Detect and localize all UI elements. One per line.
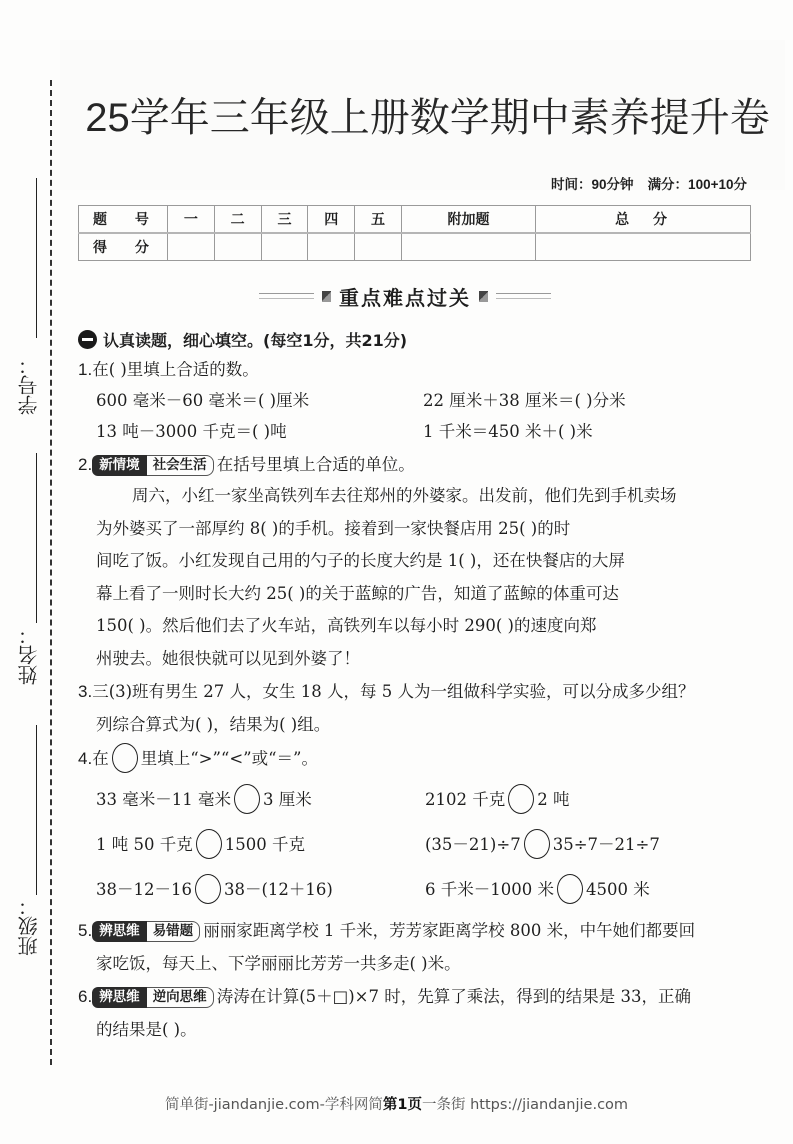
question-1 — [78, 354, 768, 385]
question-2-paragraph-line: 间吃了饭。小红发现自己用的勺子的长度大约是 1( )，还在快餐店的大屏 — [96, 551, 625, 570]
footer-watermark-right: 一条街 https://jiandanjie.com — [421, 1097, 629, 1113]
exam-full-score: 满分：100+10分 — [647, 177, 747, 192]
cell-score-label: 得 分 — [79, 233, 168, 261]
comparison-item — [425, 867, 650, 912]
tag-social-life: 社会生活 — [147, 455, 214, 476]
question-1-row — [78, 416, 768, 447]
section-number-one-icon — [78, 330, 97, 349]
divider-rule-left — [259, 293, 314, 299]
cell-part-4: 四 — [308, 206, 355, 234]
score-table-score-row — [79, 233, 751, 261]
comparison-right: 1500 千克 — [224, 835, 305, 854]
comparison-item — [96, 880, 333, 899]
comparison-row — [78, 867, 768, 912]
comparison-left: 2102 千克 — [425, 790, 506, 809]
score-table-header-row — [79, 206, 751, 234]
student-id-blank-line — [36, 178, 37, 338]
cell-part-3: 三 — [261, 206, 308, 234]
section-divider-label: 重点难点过关 — [339, 285, 471, 310]
score-input-part-3[interactable] — [261, 233, 308, 261]
student-id-label: 学号： — [17, 355, 41, 415]
question-6 — [78, 980, 768, 1013]
score-input-part-2[interactable] — [214, 233, 261, 261]
comparison-right: 38－(12＋16) — [224, 880, 333, 899]
exam-meta — [551, 173, 747, 193]
class-blank-line — [36, 725, 37, 895]
question-number: 6. — [78, 987, 93, 1006]
question-6-text: 涛涛在计算(5＋□)×7 时，先算了乘法，得到的结果是 33，正确 — [216, 987, 691, 1006]
class-label: 班级： — [17, 896, 41, 956]
comparison-answer-circle[interactable] — [234, 784, 260, 814]
comparison-answer-circle[interactable] — [524, 829, 550, 859]
name-label: 姓名： — [17, 625, 41, 685]
comparison-left: (35－21)÷7 — [425, 835, 521, 854]
section-1-title: 认真读题，细心填空。(每空1分，共21分) — [103, 330, 408, 350]
tag-critical-thinking: 辨思维 — [92, 987, 147, 1008]
question-prompt-after: 里填上“>”“<”或“＝”。 — [140, 749, 318, 768]
footer-watermark-left: 简单街-jiandanjie.com-学科网简 — [164, 1097, 383, 1113]
tag-critical-thinking: 辨思维 — [92, 921, 147, 942]
comparison-left: 6 千米－1000 米 — [425, 880, 554, 899]
question-5 — [78, 914, 768, 947]
exam-time: 时间：90分钟 — [551, 177, 634, 192]
exam-content — [78, 324, 768, 1046]
divider-rule-right — [496, 293, 551, 299]
score-input-part-1[interactable] — [168, 233, 215, 261]
page-number: 第1页 — [382, 1097, 422, 1113]
score-input-bonus[interactable] — [401, 233, 535, 261]
question-1-item-4: 1 千米＝450 米＋( )米 — [423, 422, 593, 441]
cell-part-5: 五 — [355, 206, 402, 234]
question-6-answer-line: 的结果是( )。 — [96, 1020, 197, 1039]
question-1-item-3: 13 吨－3000 千克＝( )吨 — [96, 422, 287, 441]
section-divider — [255, 281, 555, 311]
cell-total: 总 分 — [536, 206, 751, 234]
page-footer — [0, 1093, 793, 1114]
tag-error-prone: 易错题 — [147, 921, 201, 942]
binding-dashed-line — [50, 80, 52, 1065]
score-input-part-5[interactable] — [355, 233, 402, 261]
cell-bonus: 附加题 — [401, 206, 535, 234]
question-2-paragraph-line: 为外婆买了一部厚约 8( )的手机。接着到一家快餐店用 25( )的时 — [96, 518, 571, 538]
question-3-text: 三(3)班有男生 27 人，女生 18 人，每 5 人为一组做科学实验，可以分成多少组？ — [92, 682, 695, 701]
question-1-item-2: 22 厘米＋38 厘米＝( )分米 — [423, 391, 626, 410]
question-2-paragraph-line: 150( )。然后他们去了火车站，高铁列车以每小时 290( )的速度向郑 — [96, 616, 597, 635]
comparison-left: 38－12－16 — [96, 880, 192, 899]
question-number: 4. — [78, 749, 93, 768]
section-1-heading — [78, 324, 768, 354]
question-3 — [78, 675, 768, 708]
comparison-row — [78, 822, 768, 867]
comparison-item — [425, 777, 570, 822]
question-number: 1. — [78, 360, 93, 379]
comparison-right: 4500 米 — [585, 880, 650, 899]
comparison-row — [78, 777, 768, 822]
cell-part-1: 一 — [168, 206, 215, 234]
comparison-left: 1 吨 50 千克 — [96, 835, 193, 854]
tag-reverse-thinking: 逆向思维 — [147, 987, 214, 1008]
comparison-item — [425, 822, 660, 867]
comparison-answer-circle[interactable] — [557, 874, 583, 904]
question-2 — [78, 449, 768, 480]
divider-ornament-right-icon — [479, 291, 488, 302]
question-prompt-before: 在 — [92, 749, 109, 768]
score-input-part-4[interactable] — [308, 233, 355, 261]
comparison-right: 2 吨 — [537, 790, 570, 809]
question-3-answer-line: 列综合算式为( )，结果为( )组。 — [96, 715, 331, 734]
cell-part-2: 二 — [214, 206, 261, 234]
comparison-item — [96, 835, 305, 854]
question-prompt: 在括号里填上合适的单位。 — [216, 455, 415, 474]
circle-blank-icon — [112, 743, 138, 773]
comparison-right: 3 厘米 — [262, 790, 312, 809]
question-5-answer-line: 家吃饭，每天上、下学丽丽比芳芳一共多走( )米。 — [96, 954, 461, 973]
question-5-text: 丽丽家距离学校 1 千米，芳芳家距离学校 800 米，中午她们都要回 — [203, 921, 696, 940]
name-blank-line — [36, 453, 37, 623]
score-table — [78, 205, 751, 261]
question-2-paragraph-line: 州驶去。她很快就可以见到外婆了！ — [96, 648, 360, 668]
comparison-right: 35÷7－21÷7 — [552, 835, 660, 854]
comparison-item — [96, 790, 312, 809]
question-1-row — [78, 385, 768, 416]
question-number: 5. — [78, 921, 93, 940]
tag-new-context: 新情境 — [92, 455, 147, 476]
question-prompt: 在( )里填上合适的数。 — [92, 360, 259, 379]
question-2-paragraph-line: 周六，小红一家坐高铁列车去往郑州的外婆家。出发前，他们先到手机卖场 — [132, 486, 677, 505]
score-input-total[interactable] — [536, 233, 751, 261]
question-4 — [78, 741, 768, 777]
comparison-answer-circle[interactable] — [196, 829, 222, 859]
question-number: 3. — [78, 682, 93, 701]
page-title: 25学年三年级上册数学期中素养提升卷 — [85, 96, 770, 140]
comparison-answer-circle[interactable] — [195, 874, 221, 904]
cell-question-number: 题 号 — [79, 206, 168, 234]
divider-ornament-left-icon — [322, 291, 331, 302]
comparison-left: 33 毫米－11 毫米 — [96, 790, 231, 809]
question-1-item-1: 600 毫米－60 毫米＝( )厘米 — [96, 391, 310, 410]
question-2-paragraph-line: 幕上看了一则时长大约 25( )的关于蓝鲸的广告，知道了蓝鲸的体重可达 — [96, 583, 619, 603]
question-number: 2. — [78, 455, 93, 474]
comparison-answer-circle[interactable] — [508, 784, 534, 814]
